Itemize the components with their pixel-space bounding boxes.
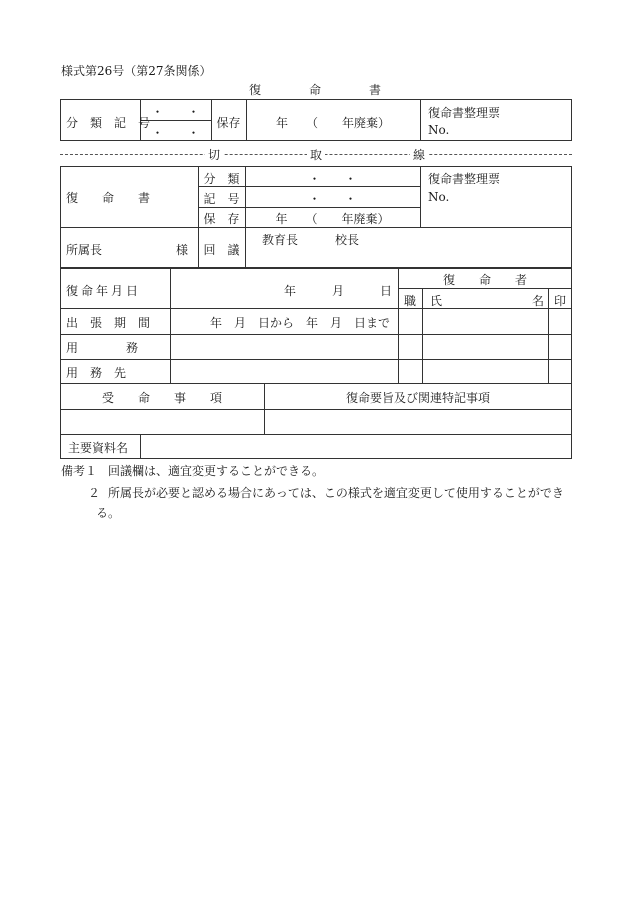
retention-label-2: 保 存 [203,212,240,226]
code-label: 記 号 [203,192,240,206]
retention-label: 保存 [216,116,241,130]
name-label-a: 氏 [430,294,443,308]
summary-label: 復命要旨及び関連特記事項 [345,391,490,405]
destination-label: 用 務 先 [66,366,127,380]
classification-dots-1: ・ ・ [151,105,200,119]
ledger-no-2: No. [428,190,450,204]
position-label: 職 [403,294,416,308]
materials-label: 主要資料名 [68,441,129,455]
classification-code-label: 分 類 記 号 [66,116,151,130]
report-label: 復 命 書 [66,191,151,205]
name-label-b: 名 [532,294,545,308]
trip-period-label: 出 張 期 間 [66,316,151,330]
note-1-text: 回議欄は、適宜変更することができる。 [108,464,325,478]
trip-period-value: 年 月 日から 年 月 日まで [210,316,391,330]
note-1-prefix: 備考１ [61,464,98,478]
ledger-label-2: 復命書整理票 [428,172,501,186]
reporter-header: 復 命 者 [442,273,527,287]
principal-label: 校長 [335,233,360,247]
note-2-prefix: ２ [88,486,101,500]
cut-line-char-2: 取 [307,146,325,163]
code-dots: ・ ・ [308,192,357,206]
council-label: 回 議 [203,243,240,257]
cut-line-char-3: 線 [410,146,428,163]
seal-label: 印 [553,294,566,308]
chief-label: 所属長 [66,243,103,257]
received-matters-label: 受 命 事 項 [101,391,222,405]
form-number: 様式第26号（第27条関係） [61,64,212,78]
superintendent-label: 教育長 [262,233,299,247]
chief-honorific: 様 [176,243,189,257]
business-label: 用 務 [66,341,139,355]
ledger-label: 復命書整理票 [428,106,501,120]
cut-line-char-1: 切 [205,146,223,163]
class-dots: ・ ・ [308,172,357,186]
report-date-value: 年 月 日 [284,284,393,298]
retention-value-2: 年 （ 年廃棄） [275,212,390,226]
report-date-label: 復命年月日 [66,284,142,298]
ledger-no: No. [428,123,450,137]
document-title: 復 命 書 [248,83,381,97]
note-2-text-a: 所属長が必要と認める場合にあっては、この様式を適宜変更して使用することができ [108,486,564,500]
classification-dots-2: ・ ・ [151,126,200,140]
note-2-text-b: る。 [96,506,121,520]
class-label: 分 類 [203,172,240,186]
retention-value: 年 （ 年廃棄） [275,116,390,130]
